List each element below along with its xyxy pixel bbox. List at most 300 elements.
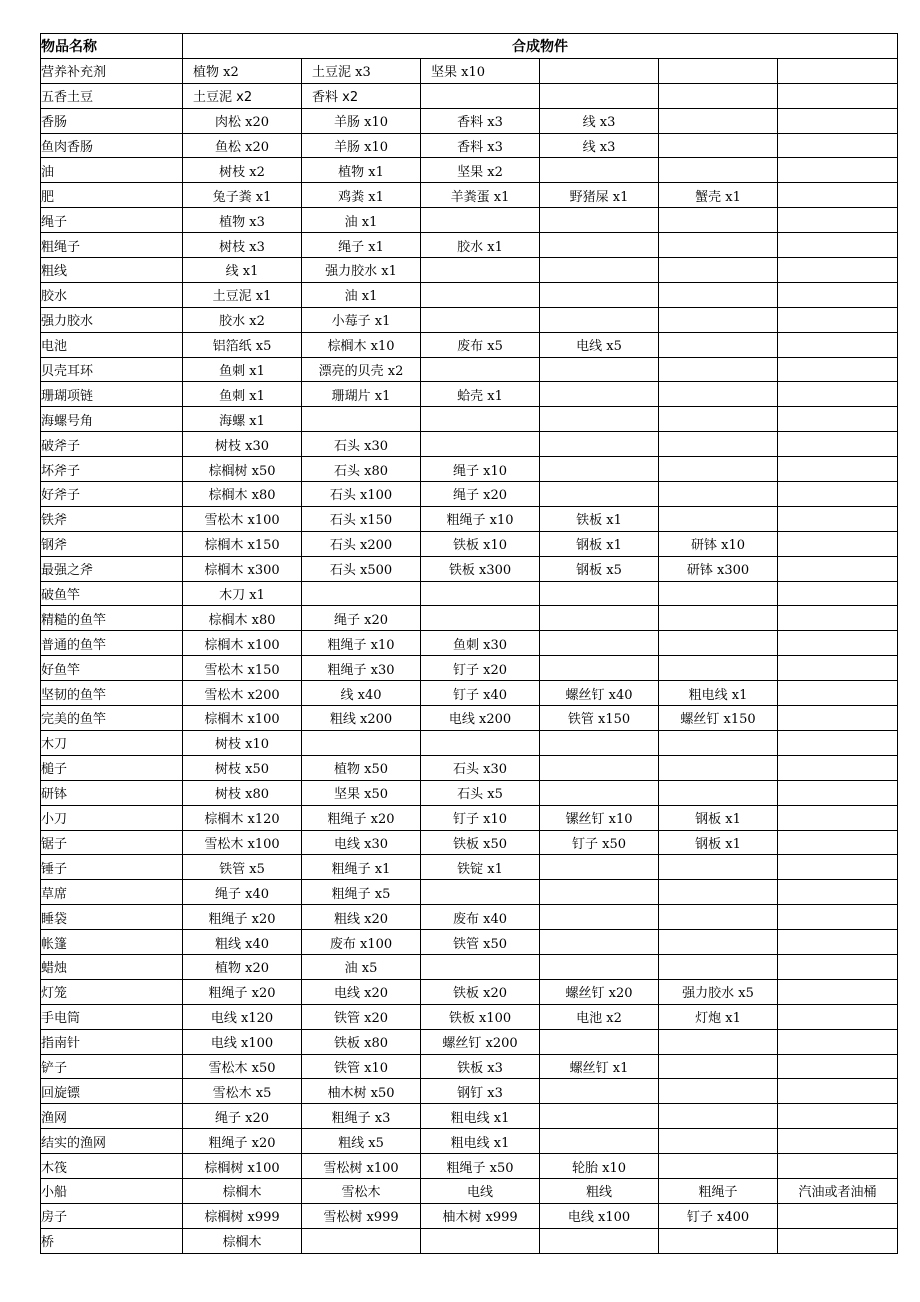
table-row [41, 979, 898, 1004]
material-cell: 土豆泥 x2 [183, 83, 302, 108]
table-row [41, 183, 898, 208]
material-cell: 铁板 x10 [421, 531, 540, 556]
material-cell: 香料 x2 [302, 83, 421, 108]
table-row [41, 457, 898, 482]
item-name-cell: 普通的鱼竿 [41, 631, 183, 656]
item-name-cell: 海螺号角 [41, 407, 183, 432]
material-cell: 电池 x2 [540, 1004, 659, 1029]
material-cell [659, 631, 778, 656]
material-cell: 油 x1 [302, 282, 421, 307]
material-cell: 雪松树 x999 [302, 1203, 421, 1228]
item-name-cell: 胶水 [41, 282, 183, 307]
table-row [41, 332, 898, 357]
material-cell [540, 158, 659, 183]
material-cell [540, 631, 659, 656]
material-cell [659, 432, 778, 457]
material-cell: 钉子 x10 [421, 805, 540, 830]
material-cell [659, 905, 778, 930]
material-cell: 雪松木 [302, 1178, 421, 1203]
material-cell: 土豆泥 x1 [183, 282, 302, 307]
item-name-cell: 破鱼竿 [41, 581, 183, 606]
item-name-cell: 五香土豆 [41, 83, 183, 108]
material-cell [778, 108, 898, 133]
material-cell: 石头 x100 [302, 482, 421, 507]
item-name-cell: 木刀 [41, 730, 183, 755]
table-row [41, 606, 898, 631]
material-cell [659, 457, 778, 482]
material-cell [778, 1129, 898, 1154]
material-cell: 植物 x2 [183, 58, 302, 83]
material-cell: 钉子 x40 [421, 681, 540, 706]
material-cell [778, 730, 898, 755]
material-cell: 棕榈树 x999 [183, 1203, 302, 1228]
material-cell [778, 556, 898, 581]
material-cell: 石头 x150 [302, 506, 421, 531]
material-cell [540, 58, 659, 83]
material-cell [540, 1228, 659, 1253]
material-cell [540, 258, 659, 283]
item-name-cell: 营养补充剂 [41, 58, 183, 83]
material-cell: 粗电线 x1 [659, 681, 778, 706]
material-cell [778, 805, 898, 830]
material-cell: 铁板 x300 [421, 556, 540, 581]
item-name-cell: 坏斧子 [41, 457, 183, 482]
material-cell: 海螺 x1 [183, 407, 302, 432]
item-name-cell: 坚韧的鱼竿 [41, 681, 183, 706]
material-cell [540, 457, 659, 482]
material-cell: 棕榈木 [183, 1178, 302, 1203]
material-cell: 铁锭 x1 [421, 855, 540, 880]
material-cell [540, 1079, 659, 1104]
material-cell: 石头 x200 [302, 531, 421, 556]
material-cell: 植物 x50 [302, 755, 421, 780]
material-cell: 螺丝钉 x200 [421, 1029, 540, 1054]
table-row [41, 432, 898, 457]
material-cell: 香料 x3 [421, 108, 540, 133]
material-cell: 鱼刺 x30 [421, 631, 540, 656]
material-cell: 树枝 x10 [183, 730, 302, 755]
material-cell: 粗线 x20 [302, 905, 421, 930]
material-cell [540, 83, 659, 108]
material-cell: 柚木树 x50 [302, 1079, 421, 1104]
material-cell [778, 855, 898, 880]
material-cell: 钢钉 x3 [421, 1079, 540, 1104]
material-cell: 蛤壳 x1 [421, 382, 540, 407]
material-cell: 绳子 x20 [302, 606, 421, 631]
material-cell [540, 954, 659, 979]
material-cell: 铁管 x20 [302, 1004, 421, 1029]
item-name-cell: 手电筒 [41, 1004, 183, 1029]
material-cell: 植物 x1 [302, 158, 421, 183]
material-cell [778, 780, 898, 805]
material-cell [659, 158, 778, 183]
material-cell [540, 855, 659, 880]
material-cell: 粗线 x200 [302, 706, 421, 731]
material-cell [540, 307, 659, 332]
material-cell: 雪松树 x100 [302, 1154, 421, 1179]
item-name-cell: 粗线 [41, 258, 183, 283]
material-cell [421, 208, 540, 233]
material-cell [778, 332, 898, 357]
table-row [41, 282, 898, 307]
material-cell [778, 407, 898, 432]
material-cell: 钢板 x1 [540, 531, 659, 556]
material-cell: 钢板 x1 [659, 830, 778, 855]
material-cell: 铁板 x100 [421, 1004, 540, 1029]
material-cell [778, 382, 898, 407]
material-cell [659, 606, 778, 631]
material-cell: 粗线 [540, 1178, 659, 1203]
material-cell [540, 357, 659, 382]
material-cell [659, 208, 778, 233]
material-cell: 棕榈木 x80 [183, 606, 302, 631]
table-row [41, 482, 898, 507]
material-cell: 植物 x20 [183, 954, 302, 979]
item-name-cell: 房子 [41, 1203, 183, 1228]
material-cell [421, 954, 540, 979]
material-cell: 电线 x100 [540, 1203, 659, 1228]
material-cell: 铁板 x1 [540, 506, 659, 531]
material-cell [421, 282, 540, 307]
material-cell: 线 x40 [302, 681, 421, 706]
material-cell [421, 432, 540, 457]
item-name-cell: 好斧子 [41, 482, 183, 507]
table-row [41, 208, 898, 233]
table-row [41, 954, 898, 979]
item-name-cell: 渔网 [41, 1104, 183, 1129]
material-cell: 绳子 x1 [302, 233, 421, 258]
material-cell: 轮胎 x10 [540, 1154, 659, 1179]
material-cell: 铁板 x80 [302, 1029, 421, 1054]
material-cell [778, 706, 898, 731]
material-cell: 棕榈木 x80 [183, 482, 302, 507]
material-cell [778, 58, 898, 83]
material-cell [778, 930, 898, 955]
item-name-cell: 香肠 [41, 108, 183, 133]
material-cell: 绳子 x10 [421, 457, 540, 482]
material-cell: 钢板 x1 [659, 805, 778, 830]
material-cell [778, 1154, 898, 1179]
material-cell: 电线 x100 [183, 1029, 302, 1054]
item-name-cell: 蜡烛 [41, 954, 183, 979]
material-cell [778, 158, 898, 183]
item-name-cell: 电池 [41, 332, 183, 357]
material-cell [778, 755, 898, 780]
material-cell: 强力胶水 x5 [659, 979, 778, 1004]
material-cell [778, 1054, 898, 1079]
item-name-cell: 鱼肉香肠 [41, 133, 183, 158]
material-cell: 螺丝钉 x1 [540, 1054, 659, 1079]
material-cell: 粗绳子 x1 [302, 855, 421, 880]
material-cell [778, 979, 898, 1004]
material-cell: 粗绳子 x20 [183, 1129, 302, 1154]
material-cell [659, 930, 778, 955]
material-cell [778, 457, 898, 482]
material-cell [659, 382, 778, 407]
material-cell: 羊肠 x10 [302, 108, 421, 133]
item-name-cell: 贝壳耳环 [41, 357, 183, 382]
item-name-cell: 肥 [41, 183, 183, 208]
material-cell: 鱼刺 x1 [183, 357, 302, 382]
material-cell [540, 606, 659, 631]
material-cell [659, 258, 778, 283]
material-cell: 镙丝钉 x10 [540, 805, 659, 830]
material-cell [659, 1228, 778, 1253]
table-row [41, 780, 898, 805]
material-cell: 螺丝钉 x20 [540, 979, 659, 1004]
material-cell [540, 780, 659, 805]
item-name-cell: 完美的鱼竿 [41, 706, 183, 731]
material-cell [659, 58, 778, 83]
material-cell [540, 233, 659, 258]
material-cell [778, 656, 898, 681]
material-cell: 电线 x20 [302, 979, 421, 1004]
table-row [41, 581, 898, 606]
material-cell: 雪松木 x200 [183, 681, 302, 706]
table-row [41, 880, 898, 905]
material-cell [540, 208, 659, 233]
material-cell [778, 631, 898, 656]
material-cell: 棕榈木 x100 [183, 706, 302, 731]
material-cell: 粗绳子 x20 [302, 805, 421, 830]
material-cell [778, 133, 898, 158]
table-row [41, 730, 898, 755]
material-cell [778, 233, 898, 258]
material-cell [540, 730, 659, 755]
material-cell: 雪松木 x5 [183, 1079, 302, 1104]
material-cell: 铁板 x3 [421, 1054, 540, 1079]
material-cell: 螺丝钉 x150 [659, 706, 778, 731]
table-row [41, 805, 898, 830]
material-cell: 胶水 x1 [421, 233, 540, 258]
material-cell: 钉子 x50 [540, 830, 659, 855]
material-cell [540, 1104, 659, 1129]
material-cell: 鱼刺 x1 [183, 382, 302, 407]
item-name-cell: 锤子 [41, 855, 183, 880]
material-cell: 棕榈木 x150 [183, 531, 302, 556]
material-cell [540, 1129, 659, 1154]
material-cell [659, 1104, 778, 1129]
table-row [41, 531, 898, 556]
material-cell: 珊瑚片 x1 [302, 382, 421, 407]
material-cell: 铁板 x50 [421, 830, 540, 855]
item-name-cell: 绳子 [41, 208, 183, 233]
material-cell [659, 282, 778, 307]
material-cell [302, 1228, 421, 1253]
table-row [41, 1079, 898, 1104]
material-cell [421, 730, 540, 755]
table-row [41, 108, 898, 133]
material-cell: 粗绳子 x3 [302, 1104, 421, 1129]
material-cell: 植物 x3 [183, 208, 302, 233]
material-cell [540, 1029, 659, 1054]
material-cell: 野猪屎 x1 [540, 183, 659, 208]
material-cell: 兔子粪 x1 [183, 183, 302, 208]
material-cell [659, 482, 778, 507]
material-cell: 胶水 x2 [183, 307, 302, 332]
material-cell: 石头 x30 [421, 755, 540, 780]
material-cell: 树枝 x50 [183, 755, 302, 780]
table-row [41, 656, 898, 681]
material-cell [302, 581, 421, 606]
item-name-cell: 结实的渔网 [41, 1129, 183, 1154]
material-cell [778, 282, 898, 307]
material-cell: 棕榈木 [183, 1228, 302, 1253]
material-cell: 粗绳子 x50 [421, 1154, 540, 1179]
item-name-cell: 灯笼 [41, 979, 183, 1004]
material-cell: 绳子 x20 [421, 482, 540, 507]
table-row [41, 706, 898, 731]
material-cell [778, 681, 898, 706]
table-row [41, 905, 898, 930]
material-cell: 灯炮 x1 [659, 1004, 778, 1029]
material-cell: 树枝 x3 [183, 233, 302, 258]
material-cell: 电线 x30 [302, 830, 421, 855]
item-name-cell: 破斧子 [41, 432, 183, 457]
table-row [41, 631, 898, 656]
table-row [41, 258, 898, 283]
material-cell [659, 581, 778, 606]
table-row [41, 1178, 898, 1203]
table-row [41, 307, 898, 332]
material-cell: 肉松 x20 [183, 108, 302, 133]
material-cell: 雪松木 x100 [183, 830, 302, 855]
material-cell [659, 954, 778, 979]
material-cell [659, 233, 778, 258]
material-cell [778, 482, 898, 507]
material-cell: 线 x3 [540, 133, 659, 158]
material-cell: 小莓子 x1 [302, 307, 421, 332]
material-cell [540, 382, 659, 407]
material-cell: 绳子 x20 [183, 1104, 302, 1129]
table-row [41, 506, 898, 531]
material-cell: 电线 x200 [421, 706, 540, 731]
table-row [41, 233, 898, 258]
material-cell: 汽油或者油桶 [778, 1178, 898, 1203]
material-cell [659, 880, 778, 905]
material-cell [778, 258, 898, 283]
material-cell [421, 880, 540, 905]
material-cell: 粗线 x40 [183, 930, 302, 955]
material-cell [778, 531, 898, 556]
item-name-cell: 小船 [41, 1178, 183, 1203]
material-cell [659, 656, 778, 681]
material-cell [659, 133, 778, 158]
material-cell [659, 357, 778, 382]
table-row [41, 930, 898, 955]
header-row [41, 34, 898, 59]
material-cell: 铁板 x20 [421, 979, 540, 1004]
item-name-cell: 锯子 [41, 830, 183, 855]
material-cell: 树枝 x2 [183, 158, 302, 183]
material-cell: 粗绳子 x10 [302, 631, 421, 656]
material-cell: 漂亮的贝壳 x2 [302, 357, 421, 382]
material-cell [540, 482, 659, 507]
material-cell [421, 258, 540, 283]
material-cell: 坚果 x2 [421, 158, 540, 183]
material-cell: 鸡粪 x1 [302, 183, 421, 208]
material-cell [659, 1079, 778, 1104]
table-row [41, 1004, 898, 1029]
material-cell: 电线 [421, 1178, 540, 1203]
material-cell: 粗绳子 x20 [183, 905, 302, 930]
material-cell: 油 x5 [302, 954, 421, 979]
table-row [41, 556, 898, 581]
material-cell: 羊肠 x10 [302, 133, 421, 158]
material-cell: 钉子 x20 [421, 656, 540, 681]
material-cell: 粗绳子 x30 [302, 656, 421, 681]
material-cell [540, 581, 659, 606]
item-name-cell: 强力胶水 [41, 307, 183, 332]
material-cell: 铁管 x50 [421, 930, 540, 955]
material-cell: 线 x1 [183, 258, 302, 283]
item-name-cell: 研钵 [41, 780, 183, 805]
material-cell [540, 432, 659, 457]
table-row [41, 58, 898, 83]
material-cell [659, 506, 778, 531]
material-cell [659, 1129, 778, 1154]
material-cell: 粗绳子 x10 [421, 506, 540, 531]
material-cell [659, 1029, 778, 1054]
table-row [41, 407, 898, 432]
material-cell: 雪松木 x150 [183, 656, 302, 681]
material-cell [302, 730, 421, 755]
material-cell [302, 407, 421, 432]
material-cell: 棕榈木 x120 [183, 805, 302, 830]
material-cell [540, 880, 659, 905]
material-cell: 棕榈树 x100 [183, 1154, 302, 1179]
material-cell [778, 83, 898, 108]
material-cell: 树枝 x80 [183, 780, 302, 805]
material-cell: 香料 x3 [421, 133, 540, 158]
material-cell [540, 755, 659, 780]
item-name-cell: 回旋镖 [41, 1079, 183, 1104]
material-cell: 铁管 x150 [540, 706, 659, 731]
material-cell [659, 755, 778, 780]
material-cell [659, 307, 778, 332]
material-cell [778, 183, 898, 208]
material-cell: 研钵 x300 [659, 556, 778, 581]
material-cell: 坚果 x50 [302, 780, 421, 805]
table-row [41, 830, 898, 855]
material-cell: 粗电线 x1 [421, 1104, 540, 1129]
material-cell [540, 656, 659, 681]
table-row [41, 1228, 898, 1253]
material-cell: 石头 x80 [302, 457, 421, 482]
material-cell [421, 83, 540, 108]
material-cell: 羊粪蛋 x1 [421, 183, 540, 208]
material-cell [778, 1004, 898, 1029]
material-cell: 绳子 x40 [183, 880, 302, 905]
table-row [41, 1029, 898, 1054]
table-row [41, 1054, 898, 1079]
material-cell [659, 780, 778, 805]
table-row [41, 755, 898, 780]
material-cell [540, 282, 659, 307]
material-cell [778, 954, 898, 979]
material-cell [659, 332, 778, 357]
materials-header: 合成物件 [183, 34, 898, 59]
material-cell: 粗线 x5 [302, 1129, 421, 1154]
material-cell: 鱼松 x20 [183, 133, 302, 158]
material-cell: 粗绳子 x20 [183, 979, 302, 1004]
material-cell [421, 1228, 540, 1253]
table-row [41, 1104, 898, 1129]
material-cell: 废布 x5 [421, 332, 540, 357]
material-cell [778, 1104, 898, 1129]
material-cell [778, 1203, 898, 1228]
table-row [41, 382, 898, 407]
